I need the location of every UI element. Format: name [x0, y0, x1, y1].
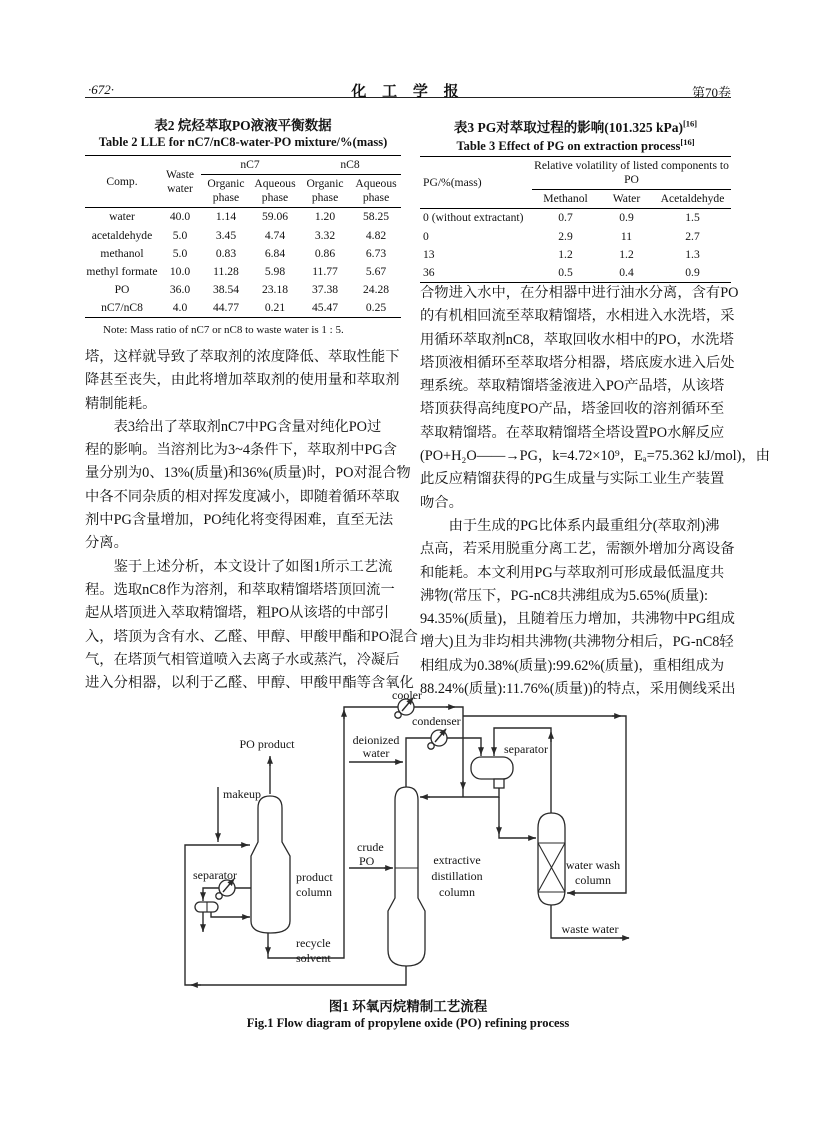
table-cell: 5.98 [264, 264, 286, 278]
label-product-column-1: product [296, 870, 333, 884]
table-cell: 6.84 [264, 246, 286, 260]
figure-caption-zh: 图1 环氧丙烷精制工艺流程 [328, 999, 488, 1014]
col-header: Organic phase [207, 177, 245, 205]
text-line: (PO+H₂O——→PG，k=4.72×10⁹，Eₐ=75.362 kJ/mol)，由 [420, 448, 770, 465]
table2-note: Note: Mass ratio of nC7 or nC8 to waste water is 1 : 5. [103, 324, 344, 336]
label-crude-po-1: crude [357, 840, 384, 854]
side-cooler-icon [216, 879, 235, 899]
table-cell: 1.2 [558, 247, 573, 261]
table-cell: 10.0 [169, 264, 191, 278]
text-line: 剂中PG含量增加，PO纯化将变得困难，直至无法 [85, 512, 394, 529]
table-cell: 44.77 [212, 301, 240, 315]
label-wash-1: water wash [565, 858, 621, 872]
table-cell: 1.3 [685, 247, 700, 261]
table-cell: 0.7 [558, 211, 573, 225]
label-crude-po-2: PO [359, 854, 375, 868]
table-cell: 45.47 [311, 301, 339, 315]
table-cell: 5.0 [172, 246, 188, 260]
side-sep-return-pipe [211, 912, 250, 917]
table-row [420, 264, 731, 283]
header-rule [85, 97, 731, 98]
table-cell: 0.4 [619, 265, 634, 279]
table-cell: 37.38 [311, 282, 339, 296]
table-cell: 11.77 [312, 264, 338, 278]
text-line: 吻合。 [420, 494, 463, 511]
text-line: 鉴于上述分析，本文设计了如图1所示工艺流 [85, 558, 393, 575]
table-cell: 24.28 [362, 282, 390, 296]
table-row [420, 209, 731, 228]
table-cell: 3.32 [314, 228, 336, 242]
label-edc-2: distillation [431, 869, 483, 883]
col-group-nc7: nC7 [201, 156, 299, 175]
col-header: Comp. [106, 174, 138, 188]
table-cell: 59.06 [261, 210, 289, 224]
table-cell: PO [114, 282, 130, 296]
text-line: 中各不同杂质的相对挥发度减小，即随着循环萃取 [85, 488, 400, 505]
text-line: 程。选取nC8作为溶剂，和萃取精馏塔塔顶回流一 [85, 581, 395, 598]
table-cell: 0.9 [685, 265, 700, 279]
text-line: 用循环萃取剂nC8，萃取回收水相中的PO，水洗塔 [420, 331, 734, 348]
col-header: Aqueous phase [254, 177, 296, 205]
product-column-vessel [251, 796, 290, 933]
table-row [85, 227, 401, 245]
table-cell: 1.2 [619, 247, 634, 261]
table-cell: 23.18 [261, 282, 289, 296]
label-separator-right: separator [504, 742, 548, 756]
table-cell: 11 [620, 229, 633, 243]
col-header: Organic phase [306, 177, 344, 205]
table-cell: 4.82 [365, 228, 387, 242]
text-line: 合物进入水中，在分相器中进行油水分离，含有PO [420, 285, 739, 301]
table-cell: water [109, 210, 135, 224]
col-header: PG/%(mass) [423, 175, 482, 189]
table-cell: 36 [423, 265, 435, 279]
text-line: 沸物(常压下，PG-nC8共沸组成为5.65%(质量): [420, 587, 708, 604]
text-line: 起从塔顶进入萃取精馏塔，粗PO从该塔的中部引 [85, 605, 390, 622]
text-line: 的有机相回流至萃取精馏塔，水相进入水洗塔，采 [420, 308, 735, 325]
table-cell: 6.73 [365, 246, 387, 260]
table3-citation-en: [16] [680, 137, 695, 147]
table3-title-en-text: Table 3 Effect of PG on extraction process [456, 139, 681, 154]
table-cell: 0.5 [558, 265, 573, 279]
table-cell: 0.9 [619, 211, 634, 225]
text-line: 进入分相器，以利于乙醛、甲醇、甲酸甲酯等含氧化 [85, 675, 414, 692]
table-cell: methanol [100, 246, 144, 260]
label-makeup: makeup [223, 787, 261, 801]
table2-head [85, 156, 401, 208]
table-row [85, 208, 401, 227]
table3-title-en [420, 137, 731, 154]
right-text-column [420, 282, 770, 701]
table-cell: 0.25 [365, 301, 387, 315]
text-line: 由于生成的PG比体系内最重组分(萃取剂)沸 [420, 517, 720, 534]
table-cell: 4.0 [172, 301, 188, 315]
text-line: 塔，这样就导致了萃取剂的浓度降低、萃取性能下 [85, 349, 400, 365]
col-header: Aqueous phase [355, 177, 397, 205]
table-cell: 0.86 [314, 246, 336, 260]
label-waste-water: waste water [561, 922, 619, 936]
text-line: 萃取精馏塔。在萃取精馏塔全塔设置PO水解反应 [420, 424, 725, 441]
page-number: ·672· [88, 82, 114, 97]
table2-body [85, 208, 401, 318]
label-deionized-1: deionized [352, 733, 400, 747]
text-line: 理系统。萃取精馏塔釜液进入PO产品塔，从该塔 [420, 378, 725, 395]
label-product-column-2: column [296, 885, 332, 899]
label-recycle-solvent-1: recycle [296, 936, 331, 950]
table-row [420, 228, 731, 246]
text-line: 相组成为0.38%(质量):99.62%(质量)，重相组成为 [420, 657, 725, 674]
figure-caption-en: Fig.1 Flow diagram of propylene oxide (PO) refining process [246, 1016, 570, 1030]
col-header: Methanol [543, 192, 588, 206]
separator-organic-reflux-pipe [420, 788, 499, 797]
condenser-icon [428, 729, 447, 749]
table-cell: 38.54 [212, 282, 240, 296]
col-header: Waste water [165, 167, 195, 195]
table-cell: methyl formate [86, 264, 158, 278]
text-line: 程的影响。当溶剂比为3~4条件下，萃取剂中PG含 [85, 442, 397, 459]
label-deionized-2: water [362, 746, 390, 760]
table3-title-zh [420, 116, 731, 136]
table3-citation: [16] [682, 118, 698, 129]
volume-label: 第70卷 [691, 85, 731, 100]
text-line: 精制能耗。 [85, 395, 157, 412]
table-cell: nC7/nC8 [101, 301, 143, 315]
table-row [85, 281, 401, 299]
text-line: 塔顶液相循环至萃取塔分相器，塔底废水进入后处 [420, 354, 735, 371]
label-edc-1: extractive [433, 853, 481, 867]
process-flow-diagram [84, 688, 736, 992]
left-text-column [85, 346, 418, 695]
separator-drum [471, 757, 513, 779]
text-line: 气，在塔顶气相管道喷入去离子水或蒸汽，冷凝后 [85, 651, 400, 668]
col-header: Water [612, 192, 641, 206]
text-line: 量分别为0、13%(质量)和36%(质量)时，PO对混合物 [85, 465, 411, 482]
table-cell: 0.83 [215, 246, 237, 260]
table-cell: 36.0 [169, 282, 191, 296]
table-cell: 2.7 [685, 229, 700, 243]
label-po-product: PO product [239, 737, 295, 751]
label-recycle-solvent-2: solvent [296, 951, 331, 965]
label-wash-2: column [575, 873, 611, 887]
table-cell: 58.25 [362, 210, 390, 224]
table3-body [420, 209, 731, 283]
col-header: Acetaldehyde [660, 192, 725, 206]
table-cell: 0 [423, 229, 429, 243]
text-line: 88.24%(质量):11.76%(质量))的特点，采用侧线采出 [420, 681, 736, 698]
text-line: 增大)且为非均相共沸物(共沸物分相后，PG-nC8轻 [420, 634, 734, 651]
table-cell: 3.45 [215, 228, 237, 242]
table-cell: 1.5 [685, 211, 700, 225]
text-line: 94.35%(质量)，且随着压力增加，共沸物中PG组成 [420, 611, 735, 628]
label-edc-3: column [439, 885, 475, 899]
label-cooler: cooler [392, 688, 422, 702]
separator-boot [494, 779, 504, 788]
col-group-nc8: nC8 [299, 156, 401, 175]
separator-aqueous-pipe [499, 797, 536, 838]
text-line: 表3给出了萃取剂nC7中PG含量对纯化PO过 [85, 418, 382, 435]
table-cell: 5.0 [172, 228, 188, 242]
table3-head [420, 157, 731, 209]
label-separator-left: separator [193, 868, 237, 882]
table2-lle [85, 155, 401, 318]
text-line: 入，塔顶为含有水、乙醛、甲醇、甲酸甲酯和PO混合 [85, 628, 418, 645]
table-row [85, 299, 401, 318]
journal-title: 化 工 学 报 [351, 84, 465, 100]
text-line: 分离。 [85, 535, 128, 552]
table-cell: 1.20 [314, 210, 336, 224]
col-group-relvol: Relative volatility of listed components to PO [532, 157, 731, 190]
table-cell: 0.21 [264, 301, 286, 315]
table-cell: 13 [423, 247, 435, 261]
text-line: 和能耗。本文利用PG与萃取剂可形成最低温度共 [420, 564, 725, 581]
table-cell: 11.28 [213, 264, 239, 278]
table-row [85, 245, 401, 263]
text-line: 点高，若采用脱重分离工艺，需额外增加分离设备 [420, 541, 735, 558]
table-cell: 1.14 [215, 210, 237, 224]
table-cell: 0 (without extractant) [423, 211, 524, 225]
label-condenser: condenser [412, 714, 461, 728]
text-line: 降甚至丧失，由此将增加萃取剂的使用量和萃取剂 [85, 372, 400, 389]
table-cell: acetaldehyde [91, 228, 153, 242]
table-cell: 2.9 [558, 229, 573, 243]
table2-title-zh: 表2 烷烃萃取PO液液平衡数据 [154, 118, 332, 133]
table-row [85, 263, 401, 281]
table-row [420, 246, 731, 264]
water-wash-column-vessel [538, 813, 565, 905]
text-line: 塔顶获得高纯度PO产品，塔釜回收的溶剂循环至 [420, 401, 725, 418]
table-cell: 5.67 [365, 264, 387, 278]
text-line: 此反应精馏获得的PG生成量与实际工业生产装置 [420, 471, 725, 488]
table3-pg-effect [420, 156, 731, 283]
table-cell: 40.0 [169, 210, 191, 224]
table3-title-zh-text: 表3 PG对萃取过程的影响(101.325 kPa) [453, 120, 683, 135]
table2-title-en: Table 2 LLE for nC7/nC8-water-PO mixture/%(mass) [98, 135, 388, 149]
table-cell: 4.74 [264, 228, 286, 242]
extractive-distillation-column-vessel [388, 787, 425, 966]
